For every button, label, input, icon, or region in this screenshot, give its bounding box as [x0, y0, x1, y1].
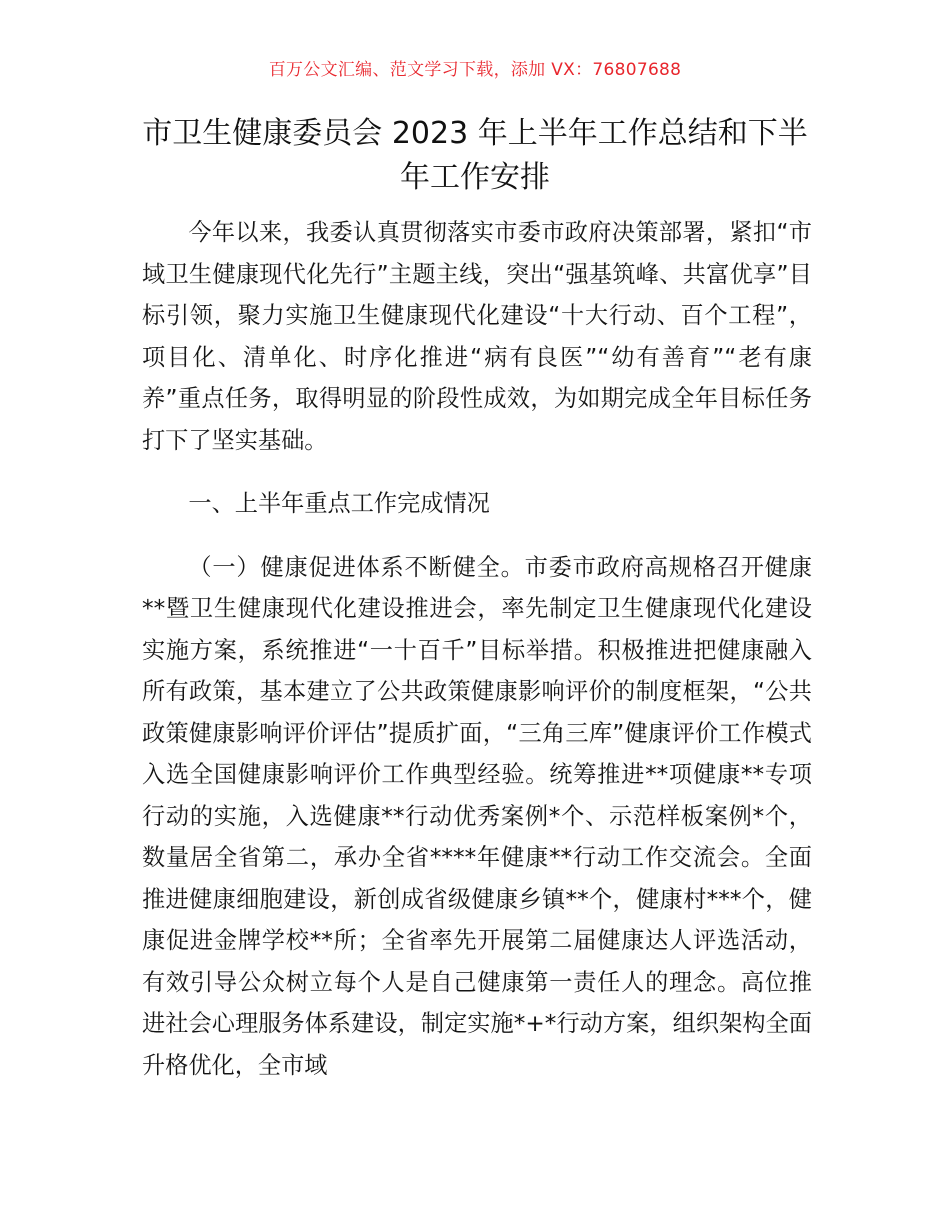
document-title: 市卫生健康委员会 2023 年上半年工作总结和下半年工作安排: [142, 116, 808, 195]
watermark-banner: 百万公文汇编、范文学习下载，添加 VX：76807688: [268, 60, 682, 80]
section-heading: 一、上半年重点工作完成情况: [188, 490, 490, 517]
document-body: [142, 212, 812, 1086]
intro-paragraph: 今年以来，我委认真贯彻落实市委市政府决策部署，紧扣“市域卫生健康现代化先行”主题主线，突出“强基筑峰、共富优享”目标引领，聚力实施卫生健康现代化建设“十大行动、百个工程”，项目化、清单化、时序化推进“病有良医”“幼有善育”“老有康养”重点任务，取得明显的阶段性成效，为如期完成全年目标任务打下了坚实基础。: [142, 219, 812, 454]
body-paragraph: （一）健康促进体系不断健全。市委市政府高规格召开健康**暨卫生健康现代化建设推进会，率先制定卫生健康现代化建设实施方案，系统推进“一十百千”目标举措。积极推进把健康融入所有政策，基本建立了公共政策健康影响评价的制度框架，“公共政策健康影响评价评估”提质扩面，“三角三库”健康评价工作模式入选全国健康影响评价工作典型经验。统筹推进**项健康**专项行动的实施，入选健康**行动优秀案例*个、示范样板案例*个，数量居全省第二，承办全省****年健康**行动工作交流会。全面推进健康细胞建设，新创成省级健康乡镇**个，健康村***个，健康促进金牌学校**所；全省率先开展第二届健康达人评选活动，有效引导公众树立每个人是自己健康第一责任人的理念。高位推进社会心理服务体系建设，制定实施*+*行动方案，组织架构全面升格优化，全市域: [142, 553, 812, 1079]
